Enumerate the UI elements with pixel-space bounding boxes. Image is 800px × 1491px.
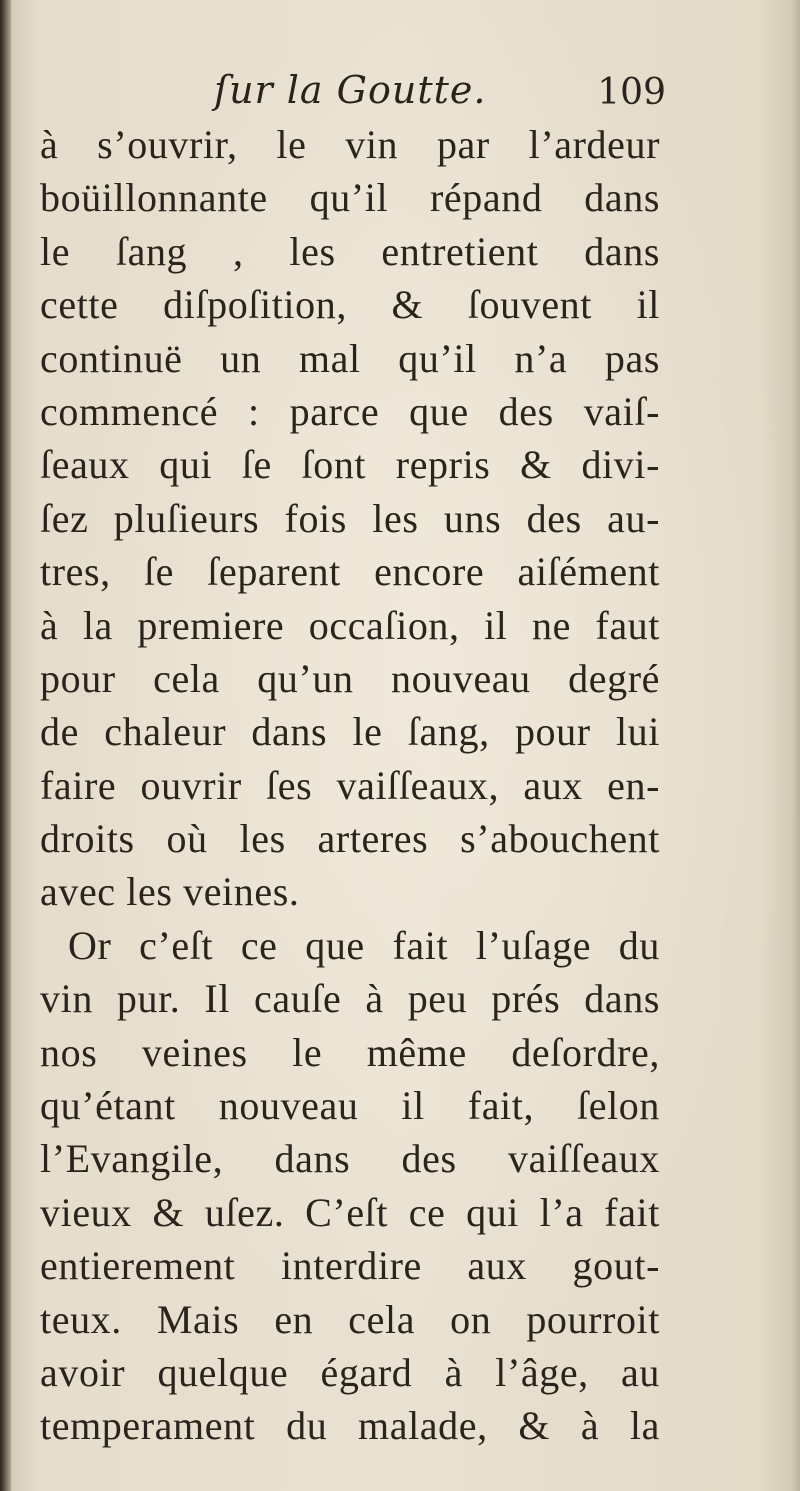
text-line: le ſang , les entretient dans [40, 228, 660, 274]
text-line: continuë un mal qu’il n’a pas [40, 335, 660, 381]
page-right-edge [792, 0, 800, 1491]
text-line: nos veines le même deſordre, [40, 1029, 660, 1075]
text-line-paragraph-end: avec les veines. [40, 869, 300, 915]
text-line: ſeaux qui ſe ſont repris & divi- [40, 442, 660, 488]
page-number: 109 [597, 72, 666, 113]
page-binding-edge [0, 0, 12, 1491]
text-line: tres, ſe ſeparent encore aiſément [40, 549, 660, 595]
text-line: entierement interdire aux gout- [40, 1243, 660, 1289]
text-line: qu’étant nouveau il fait, ſelon [40, 1083, 660, 1129]
text-line: pour cela qu’un nouveau degré [40, 655, 660, 701]
text-line: de chaleur dans le ſang, pour lui [40, 709, 660, 755]
text-line: boüillonnante qu’il répand dans [40, 175, 660, 221]
text-line: teux. Mais en cela on pourroit [40, 1296, 660, 1342]
text-line: vieux & uſez. C’eſt ce qui l’a fait [40, 1189, 660, 1235]
text-line: cette diſpoſition, & ſouvent il [40, 282, 660, 328]
text-line: à s’ouvrir, le vin par l’ardeur [40, 122, 660, 167]
text-line: droits où les arteres s’abouchent [40, 816, 660, 862]
text-line: faire ouvrir ſes vaiſſeaux, aux en- [40, 762, 660, 808]
text-line: vin pur. Il cauſe à peu prés dans [40, 976, 660, 1022]
text-line: commencé : parce que des vaiſ- [40, 388, 660, 434]
text-line: temperament du malade, & à la [40, 1403, 660, 1449]
running-title: ſur la Goutte. [214, 68, 487, 112]
body-text [40, 118, 660, 1453]
text-line: ſez pluſieurs fois les uns des au- [40, 495, 660, 541]
text-line: à la premiere occaſion, il ne faut [40, 602, 660, 648]
text-line: avoir quelque égard à l’âge, au [40, 1349, 660, 1395]
text-line: l’Evangile, dans des vaiſſeaux [40, 1136, 660, 1182]
text-line-paragraph-start: Or c’eſt ce que fait l’uſage du [68, 922, 660, 968]
